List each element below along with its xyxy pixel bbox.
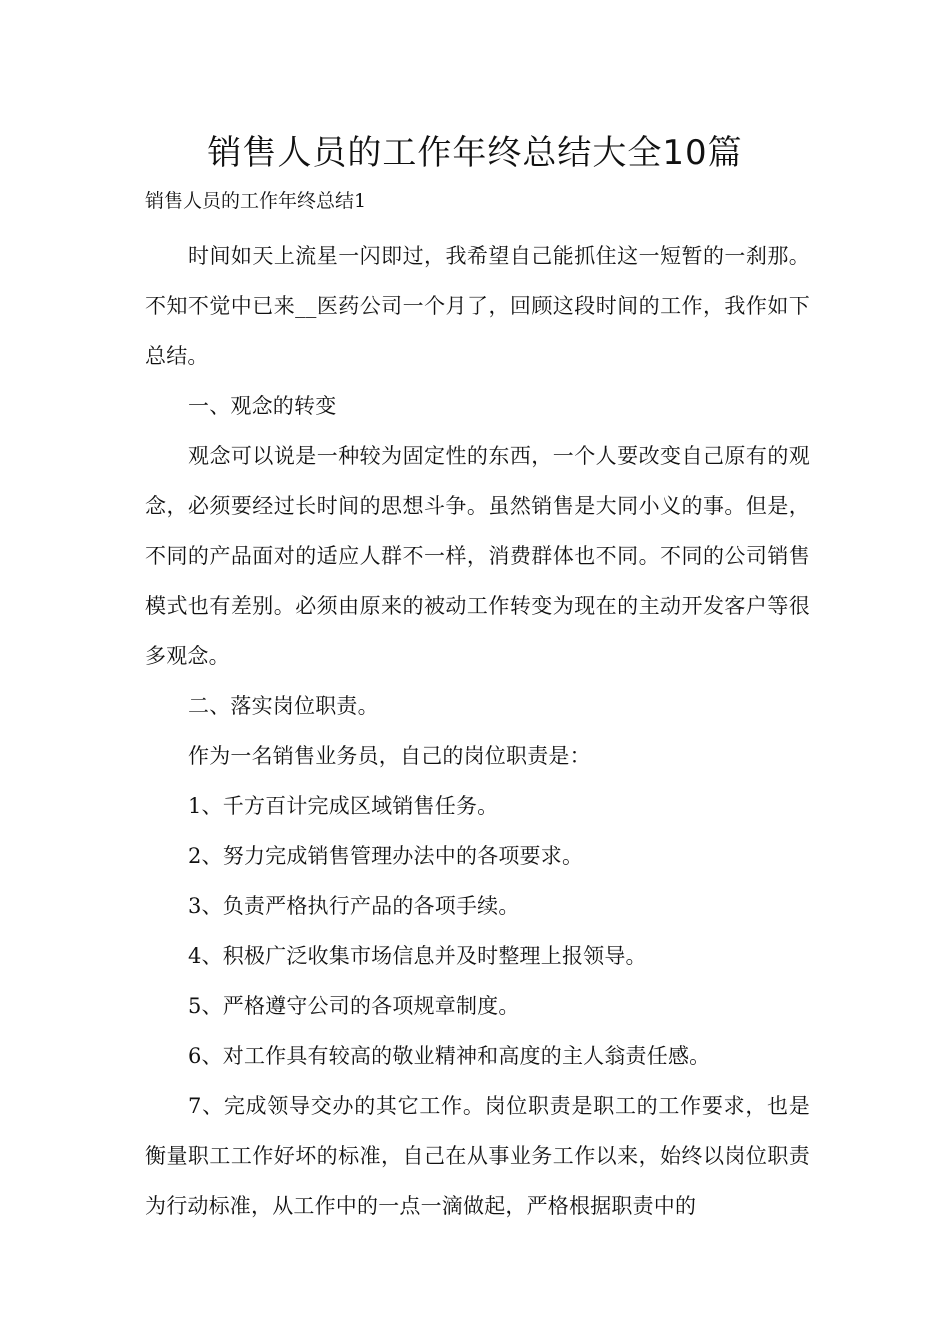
document-title: 销售人员的工作年终总结大全10篇 xyxy=(207,133,743,173)
list-item-duty-1: 1、千方百计完成区域销售任务。 xyxy=(188,794,499,818)
heading-job-duties: 二、落实岗位职责。 xyxy=(188,694,379,718)
document-body xyxy=(145,231,810,1231)
list-item-duty-6: 6、对工作具有较高的敬业精神和高度的主人翁责任感。 xyxy=(188,1044,711,1068)
list-item-duty-2: 2、努力完成销售管理办法中的各项要求。 xyxy=(188,844,584,868)
section-subtitle: 销售人员的工作年终总结1 xyxy=(145,190,367,212)
list-item-duty-5: 5、严格遵守公司的各项规章制度。 xyxy=(188,994,520,1018)
list-item-duty-3: 3、负责严格执行产品的各项手续。 xyxy=(188,894,520,918)
list-item-duty-7: 7、完成领导交办的其它工作。岗位职责是职工的工作要求，也是衡量职工工作好坏的标准，自己在从事业务工作以来，始终以岗位职责为行动标准，从工作中的一点一滴做起，严格根据职责中的 xyxy=(145,1094,810,1218)
paragraph-duties-intro: 作为一名销售业务员，自己的岗位职责是： xyxy=(188,744,591,768)
paragraph-concept: 观念可以说是一种较为固定性的东西，一个人要改变自己原有的观念，必须要经过长时间的思想斗争。虽然销售是大同小义的事。但是，不同的产品面对的适应人群不一样，消费群体也不同。不同的公司销售模式也有差别。必须由原来的被动工作转变为现在的主动开发客户等很多观念。 xyxy=(145,444,810,668)
list-item-duty-4: 4、积极广泛收集市场信息并及时整理上报领导。 xyxy=(188,944,647,968)
heading-concept-change: 一、观念的转变 xyxy=(188,394,337,418)
paragraph-intro: 时间如天上流星一闪即过，我希望自己能抓住这一短暂的一刹那。不知不觉中已来__医药公司一个月了，回顾这段时间的工作，我作如下总结。 xyxy=(145,244,810,368)
